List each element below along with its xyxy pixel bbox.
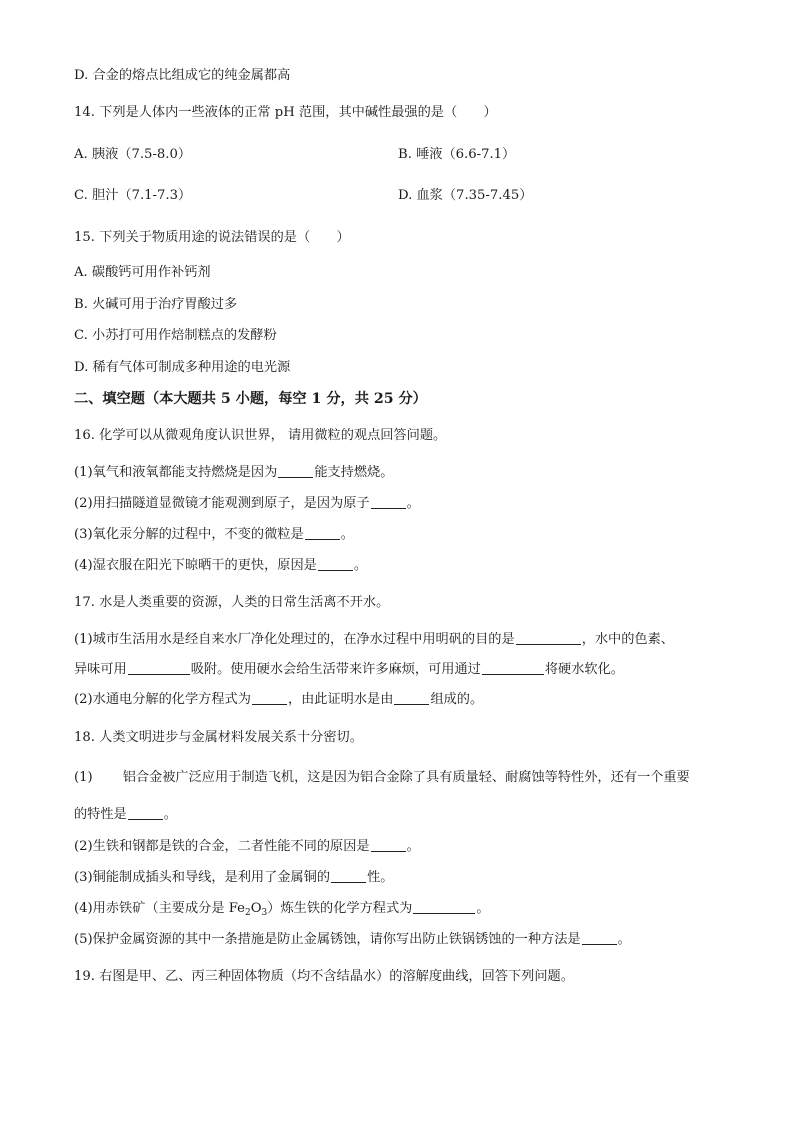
q14-option-b: B. 唾液（6.6-7.1） xyxy=(398,147,516,162)
q15-option-b: B. 火碱可用于治疗胃酸过多 xyxy=(74,297,238,312)
q18-part-4: (4)用赤铁矿（主要成分是 $Fe_2O_3$）炼生铁的化学方程式为 。 xyxy=(74,901,490,918)
answer-blank[interactable] xyxy=(278,464,313,478)
q17-stem: 17. 水是人类重要的资源，人类的日常生活离不开水。 xyxy=(74,595,390,610)
q16-stem: 16. 化学可以从微观角度认识世界， 请用微粒的观点回答问题。 xyxy=(74,428,447,443)
answer-blank[interactable] xyxy=(582,931,617,945)
section-heading-fill-in: 二、填空题（本大题共 5 小题，每空 1 分，共 25 分） xyxy=(74,391,427,407)
q13-option-d: D. 合金的熔点比组成它的纯金属都高 xyxy=(74,68,291,83)
q15-option-d: D. 稀有气体可制成多种用途的电光源 xyxy=(74,360,291,375)
q19-stem: 19. 右图是甲、乙、丙三种固体物质（均不含结晶水）的溶解度曲线，回答下列问题。 xyxy=(74,969,574,984)
q16-part-1: (1)氧气和液氧都能支持燃烧是因为 能支持燃烧。 xyxy=(74,465,394,480)
q14-option-d: D. 血浆（7.35-7.45） xyxy=(398,188,533,203)
answer-blank[interactable] xyxy=(128,806,163,820)
q18-part-5: (5)保护金属资源的其中一条措施是防止金属锈蚀，请你写出防止铁锅锈蚀的一种方法是 。 xyxy=(74,932,631,947)
q18-part-2: (2)生铁和钢都是铁的合金，二者性能不同的原因是 。 xyxy=(74,839,420,854)
answer-blank[interactable] xyxy=(252,691,287,705)
q14-option-c: C. 胆汁（7.1-7.3） xyxy=(74,188,192,203)
q18-part-1-line-2: 的特性是 。 xyxy=(74,807,177,822)
answer-blank[interactable] xyxy=(371,495,406,509)
answer-blank[interactable] xyxy=(305,526,340,540)
q16-part-4: (4)湿衣服在阳光下晾晒干的更快，原因是 。 xyxy=(74,558,368,573)
answer-blank[interactable] xyxy=(371,838,406,852)
answer-blank[interactable] xyxy=(516,631,581,645)
q17-part-2: (2)水通电分解的化学方程式为 ，由此证明水是由 组成的。 xyxy=(74,692,484,707)
answer-blank[interactable] xyxy=(482,661,544,675)
q17-part-1-line-1: (1)城市生活用水是经自来水厂净化处理过的，在净水过程中用明矾的目的是 ，水中的色素、 xyxy=(74,632,674,647)
q18-stem: 18. 人类文明进步与金属材料发展关系十分密切。 xyxy=(74,730,363,745)
q17-part-1-line-2: 异味可用 吸附。使用硬水会给生活带来许多麻烦，可用通过 将硬水软化。 xyxy=(74,662,624,677)
q16-part-3: (3)氧化汞分解的过程中，不变的微粒是 。 xyxy=(74,527,354,542)
answer-blank[interactable] xyxy=(318,557,353,571)
q15-stem: 15. 下列关于物质用途的说法错误的是（ ） xyxy=(74,230,350,245)
q18-part-1-line-1: (1) 铝合金被广泛应用于制造飞机，这是因为铝合金除了具有质量轻、耐腐蚀等特性外，还有一个重要 xyxy=(74,770,690,785)
q18-part-3: (3)铜能制成插头和导线，是利用了金属铜的 性。 xyxy=(74,870,394,885)
answer-blank[interactable] xyxy=(413,900,475,914)
q14-option-a: A. 胰液（7.5-8.0） xyxy=(74,147,192,162)
q14-stem: 14. 下列是人体内一些液体的正常 pH 范围，其中碱性最强的是（ ） xyxy=(74,105,497,120)
q15-option-c: C. 小苏打可用作焙制糕点的发酵粉 xyxy=(74,328,277,343)
q16-part-2: (2)用扫描隧道显微镜才能观测到原子，是因为原子 。 xyxy=(74,496,420,511)
q15-option-a: A. 碳酸钙可用作补钙剂 xyxy=(74,265,211,280)
answer-blank[interactable] xyxy=(128,661,190,675)
answer-blank[interactable] xyxy=(331,869,366,883)
answer-blank[interactable] xyxy=(394,691,429,705)
